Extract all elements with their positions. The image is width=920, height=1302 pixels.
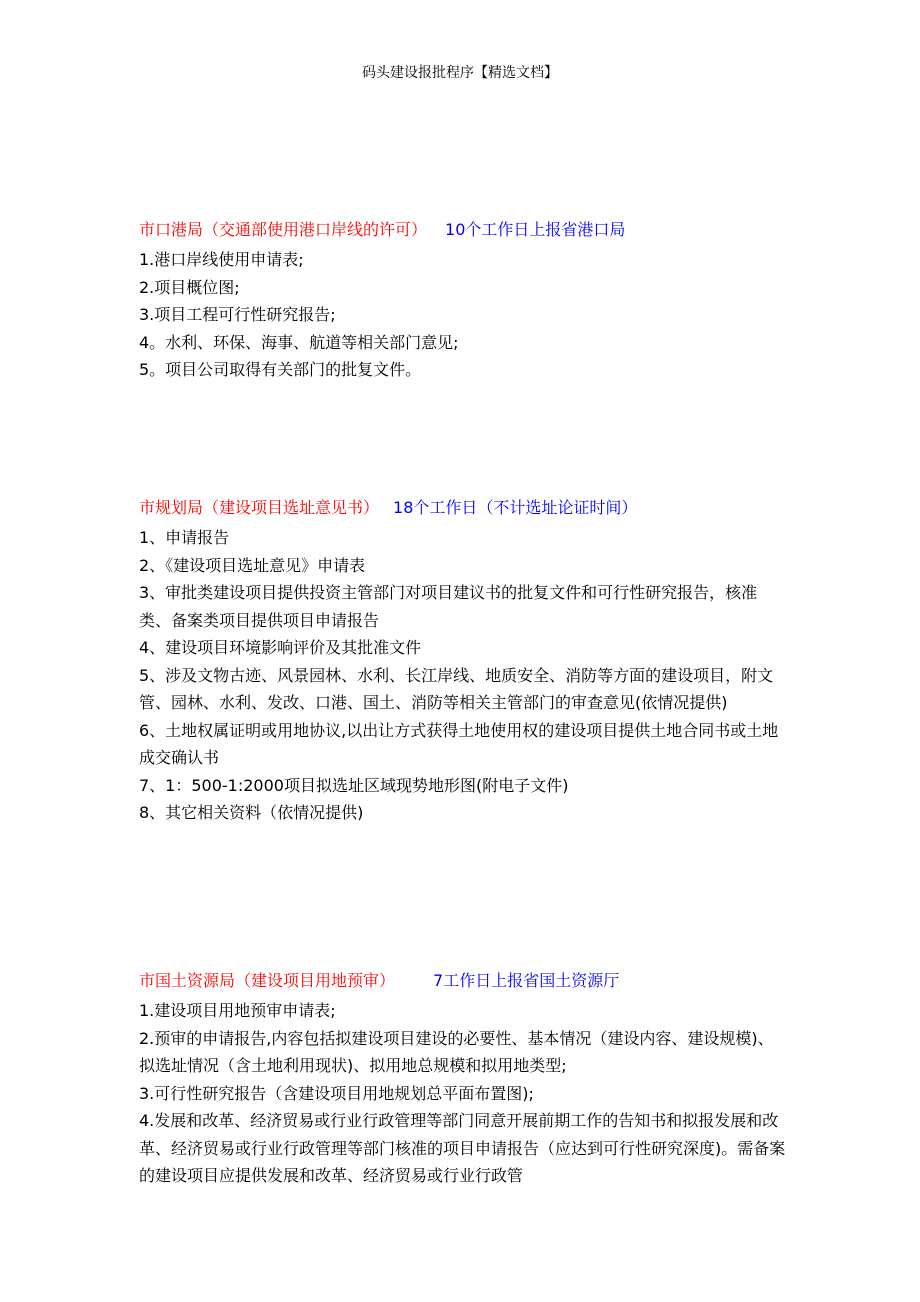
list-item: 6、土地权属证明或用地协议,以出让方式获得土地使用权的建设项目提供土地合同书或土地成交确认书 — [139, 720, 779, 767]
list-item: 3.项目工程可行性研究报告; — [139, 305, 336, 324]
list-item: 1、申请报告 — [139, 528, 230, 547]
list-item: 5、涉及文物古迹、风景园林、水利、长江岸线、地质安全、消防等方面的建设项目，附文管、园林、水利、发改、口港、国土、消防等相关主管部门的审查意见(依情况提供) — [139, 665, 774, 712]
section-planning-bureau — [139, 497, 789, 827]
list-item: 3、审批类建设项目提供投资主管部门对项目建议书的批复文件和可行性研究报告，核准类、备案类项目提供项目申请报告 — [139, 583, 758, 630]
list-item: 5。项目公司取得有关部门的批复文件。 — [139, 360, 422, 379]
list-item: 2.项目概位图; — [139, 277, 240, 297]
requirements-list — [139, 246, 789, 384]
timeline-note: 7工作日上报省国土资源厅 — [433, 971, 620, 990]
department-name: 市规划局（建设项目选址意见书） — [139, 498, 380, 517]
section-header — [139, 219, 789, 241]
list-item: 4。水利、环保、海事、航道等相关部门意见; — [139, 332, 459, 352]
list-item: 1.港口岸线使用申请表; — [139, 250, 304, 269]
requirements-list — [139, 524, 789, 827]
department-name: 市口港局（交通部使用港口岸线的许可） — [139, 220, 428, 239]
list-item: 8、其它相关资料（依情况提供) — [139, 803, 364, 822]
list-item: 4、建设项目环境影响评价及其批准文件 — [139, 638, 422, 657]
section-header — [139, 970, 789, 992]
list-item: 7、1：500-1:2000项目拟选址区域现势地形图(附电子文件) — [139, 775, 569, 795]
list-item: 4.发展和改革、经济贸易或行业行政管理等部门同意开展前期工作的告知书和拟报发展和改革、经济贸易或行业行政管理等部门核准的项目申请报告（应达到可行性研究深度)。需备案的建设项目应提供发展和改革、经济贸易或行业行政管 — [139, 1111, 786, 1185]
department-name: 市国土资源局（建设项目用地预审） — [139, 971, 396, 990]
list-item: 3.可行性研究报告（含建设项目用地规划总平面布置图); — [139, 1083, 534, 1103]
section-port-bureau — [139, 219, 789, 384]
section-land-resources-bureau — [139, 970, 789, 1190]
list-item: 2.预审的申请报告,内容包括拟建设项目建设的必要性、基本情况（建设内容、建设规模)、拟选址情况（含土地利用现状)、拟用地总规模和拟用地类型; — [139, 1028, 774, 1075]
timeline-note: 18个工作日（不计选址论证时间） — [393, 498, 638, 517]
requirements-list — [139, 997, 789, 1190]
list-item: 1.建设项目用地预审申请表; — [139, 1001, 336, 1020]
document-title: 码头建设报批程序【精选文档】 — [362, 65, 558, 81]
section-header — [139, 497, 789, 519]
list-item: 2、《建设项目选址意见》申请表 — [139, 555, 366, 575]
timeline-note: 10个工作日上报省港口局 — [445, 220, 626, 239]
